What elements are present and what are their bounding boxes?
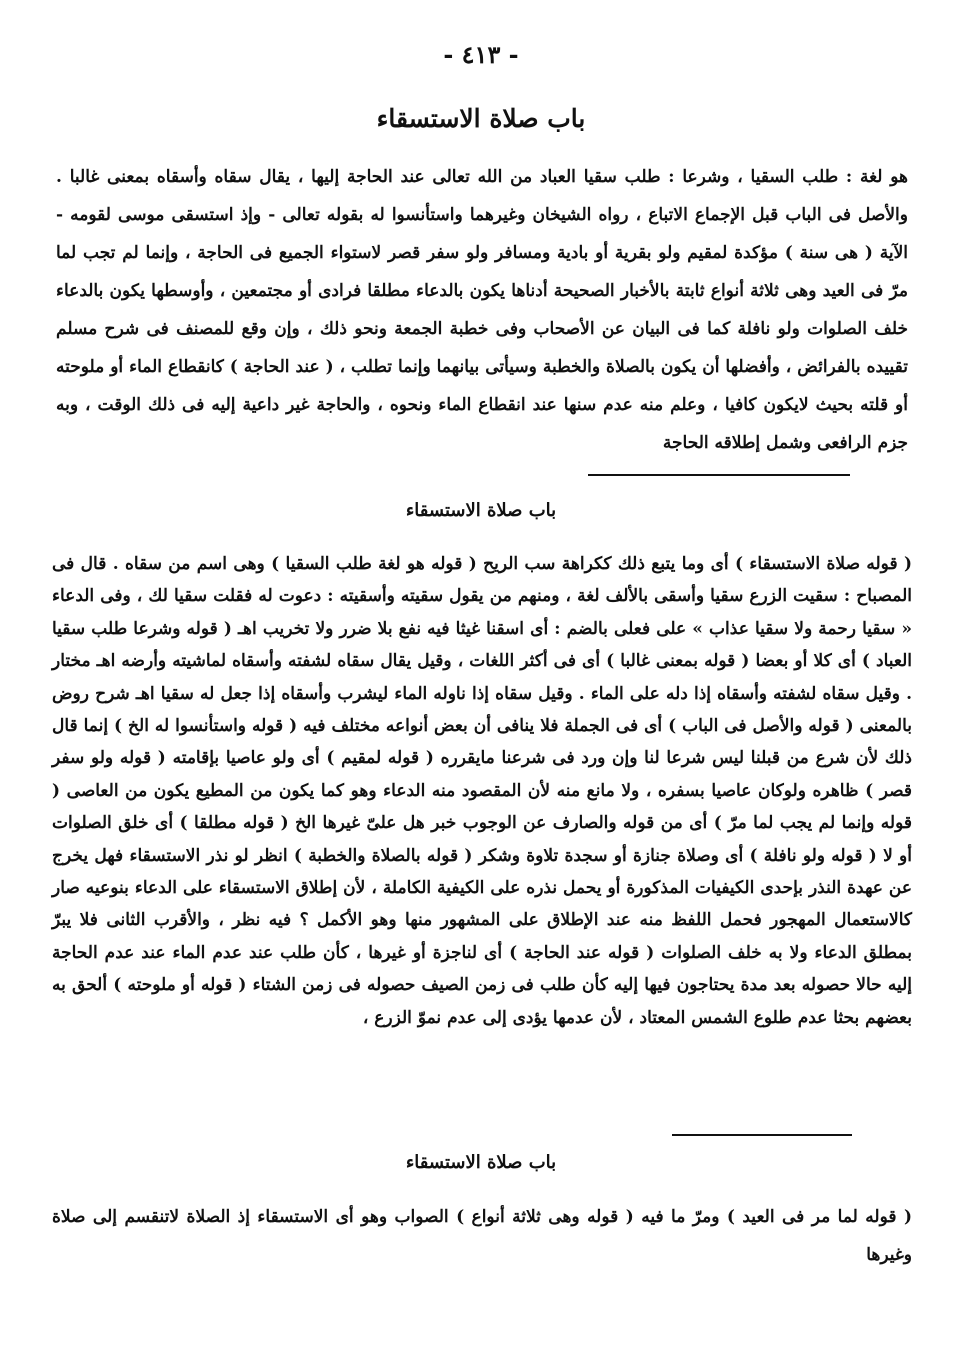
section-divider [588,474,850,476]
footnote-heading: باب صلاة الاستسقاء [405,1152,557,1173]
page-number: - ٤١٣ - [443,40,519,69]
main-text-block [56,158,908,462]
main-text-paragraph: هو لغة : طلب السقيا ، وشرعا : طلب سقيا العباد من الله تعالى عند الحاجة إليها ، يقال سقاه وأسقاه بمعنى غالبا . والأصل فى الباب قبل الإجماع الاتباع ، رواه الشيخان وغيرهما واستأنسوا له بقوله تعالى - وإذ استسقى موسى لقومه - الآية ( هى سنة ) مؤكدة لمقيم ولو بقرية أو بادية ومسافر ولو سفر قصر لاستواء الجميع فى الحاجة ، وإنما لم تجب لما مرّ فى العيد وهى ثلاثة أنواع ثابتة بالأخبار الصحيحة أدناها يكون بالدعاء مطلقا فرادى أو مجتمعين ، وأوسطها يكون بالدعاء خلف الصلوات ولو نافلة كما فى البيان عن الأصحاب وفى خطبة الجمعة ونحو ذلك ، وإن وقع للمصنف فى شرح مسلم تقييده بالفرائض ، وأفضلها أن يكون بالصلاة والخطبة وسيأتى بيانهما وإنما تطلب ، ( عند الحاجة ) كانقطاع الماء أو ملوحته أو قلته بحيث لايكون كافيا ، وعلم منه عدم سنها عند انقطاع الماء ونحوه ، والحاجة غير داعية إليه فى ذلك الوقت ، وبه جزم الرافعى وشمل إطلاقه الحاجة [56,167,908,453]
commentary-text-block [52,548,912,1034]
chapter-title: باب صلاة الاستسقاء [376,104,586,133]
section-divider [672,1134,852,1136]
footnote-text-block [52,1198,912,1274]
commentary-heading: باب صلاة الاستسقاء [405,500,557,521]
commentary-paragraph: ( قوله صلاة الاستسقاء ) أى وما يتبع ذلك ككراهة سب الريح ( قوله هو لغة طلب السقيا ) وهى اسم من سقاه . قال فى المصباح : سقيت الزرع سقيا وأسقى بالألف لغة ، ومنهم من يقول سقيته وأسقيته : دعوت له فقلت سقيا لك ، وفى الدعاء « سقيا رحمة ولا سقيا عذاب » على فعلى بالضم : أى اسقنا غيثا فيه نفع بلا ضرر ولا تخريب اهـ ( قوله وشرعا طلب سقيا العباد ) أى كلا أو بعضا ( قوله بمعنى غالبا ) أى فى أكثر اللغات ، وقيل يقال سقاه لشفته وأسقاه لماشيته وأرضه اهـ مختار . وقيل سقاه لشفته وأسقاه إذا دله على الماء . وقيل سقاه إذا ناوله الماء ليشرب وأسقاه إذا جعل له سقيا اهـ شرح روض بالمعنى ( قوله والأصل فى الباب ) أى فى الجملة فلا ينافى أن بعض أنواعه مختلف فيه ( قوله واستأنسوا له الخ ) إنما قال ذلك لأن شرع من قبلنا ليس شرعا لنا وإن ورد فى شرعنا مايقرره ( قوله لمقيم ) أى ولو عاصيا بإقامته ( قوله ولو سفر قصر ) ظاهره ولوكان عاصيا بسفره ، ولا مانع منه لأن المقصود منه الدعاء وهو كما يكون من المطيع يكون من العاصى ( قوله وإنما لم يجب لما مرّ ) أى من قوله والصارف عن الوجوب خبر هل علىّ غيرها الخ ( قوله مطلقا ) أى خلق الصلوات أو لا ( قوله ولو نافلة ) أى وصلاة جنازة أو سجدة تلاوة وشكر ( قوله بالصلاة والخطبة ) انظر لو نذر الاستسقاء فهل يخرج عن عهدة النذر بإحدى الكيفيات المذكورة أو يحمل نذره على الكيفية الكاملة ، لأن إطلاق الاستسقاء على الدعاء بنوعيه صار كالاستعمال المهجور فحمل اللفظ منه عند الإطلاق على المشهور منها وهو الأكمل ؟ فيه نظر ، والأقرب الثانى فلا يبرّ بمطلق الدعاء ولا به خلف الصلوات ( قوله عند الحاجة ) أى لناجزة أو غيرها ، كأن طلب عند عدم الماء عند عدم الحاجة إليه حالا حصوله بعد مدة يحتاجون فيها إليه كأن طلب فى زمن الصيف حصوله فى زمن الشتاء ( قوله أو ملوحته ) ألحق به بعضهم بحثا عدم طلوع الشمس المعتاد ، لأن عدمها يؤدى إلى عدم نموّ الزرع ، [52,554,912,1028]
footnote-paragraph: ( قوله لما مر فى العيد ) ومرّ ما فيه ( قوله وهى ثلاثة أنواع ) الصواب وهو أى الاستسقاء إذ الصلاة لاتنقسم إلى صلاة وغيرها [52,1207,912,1265]
